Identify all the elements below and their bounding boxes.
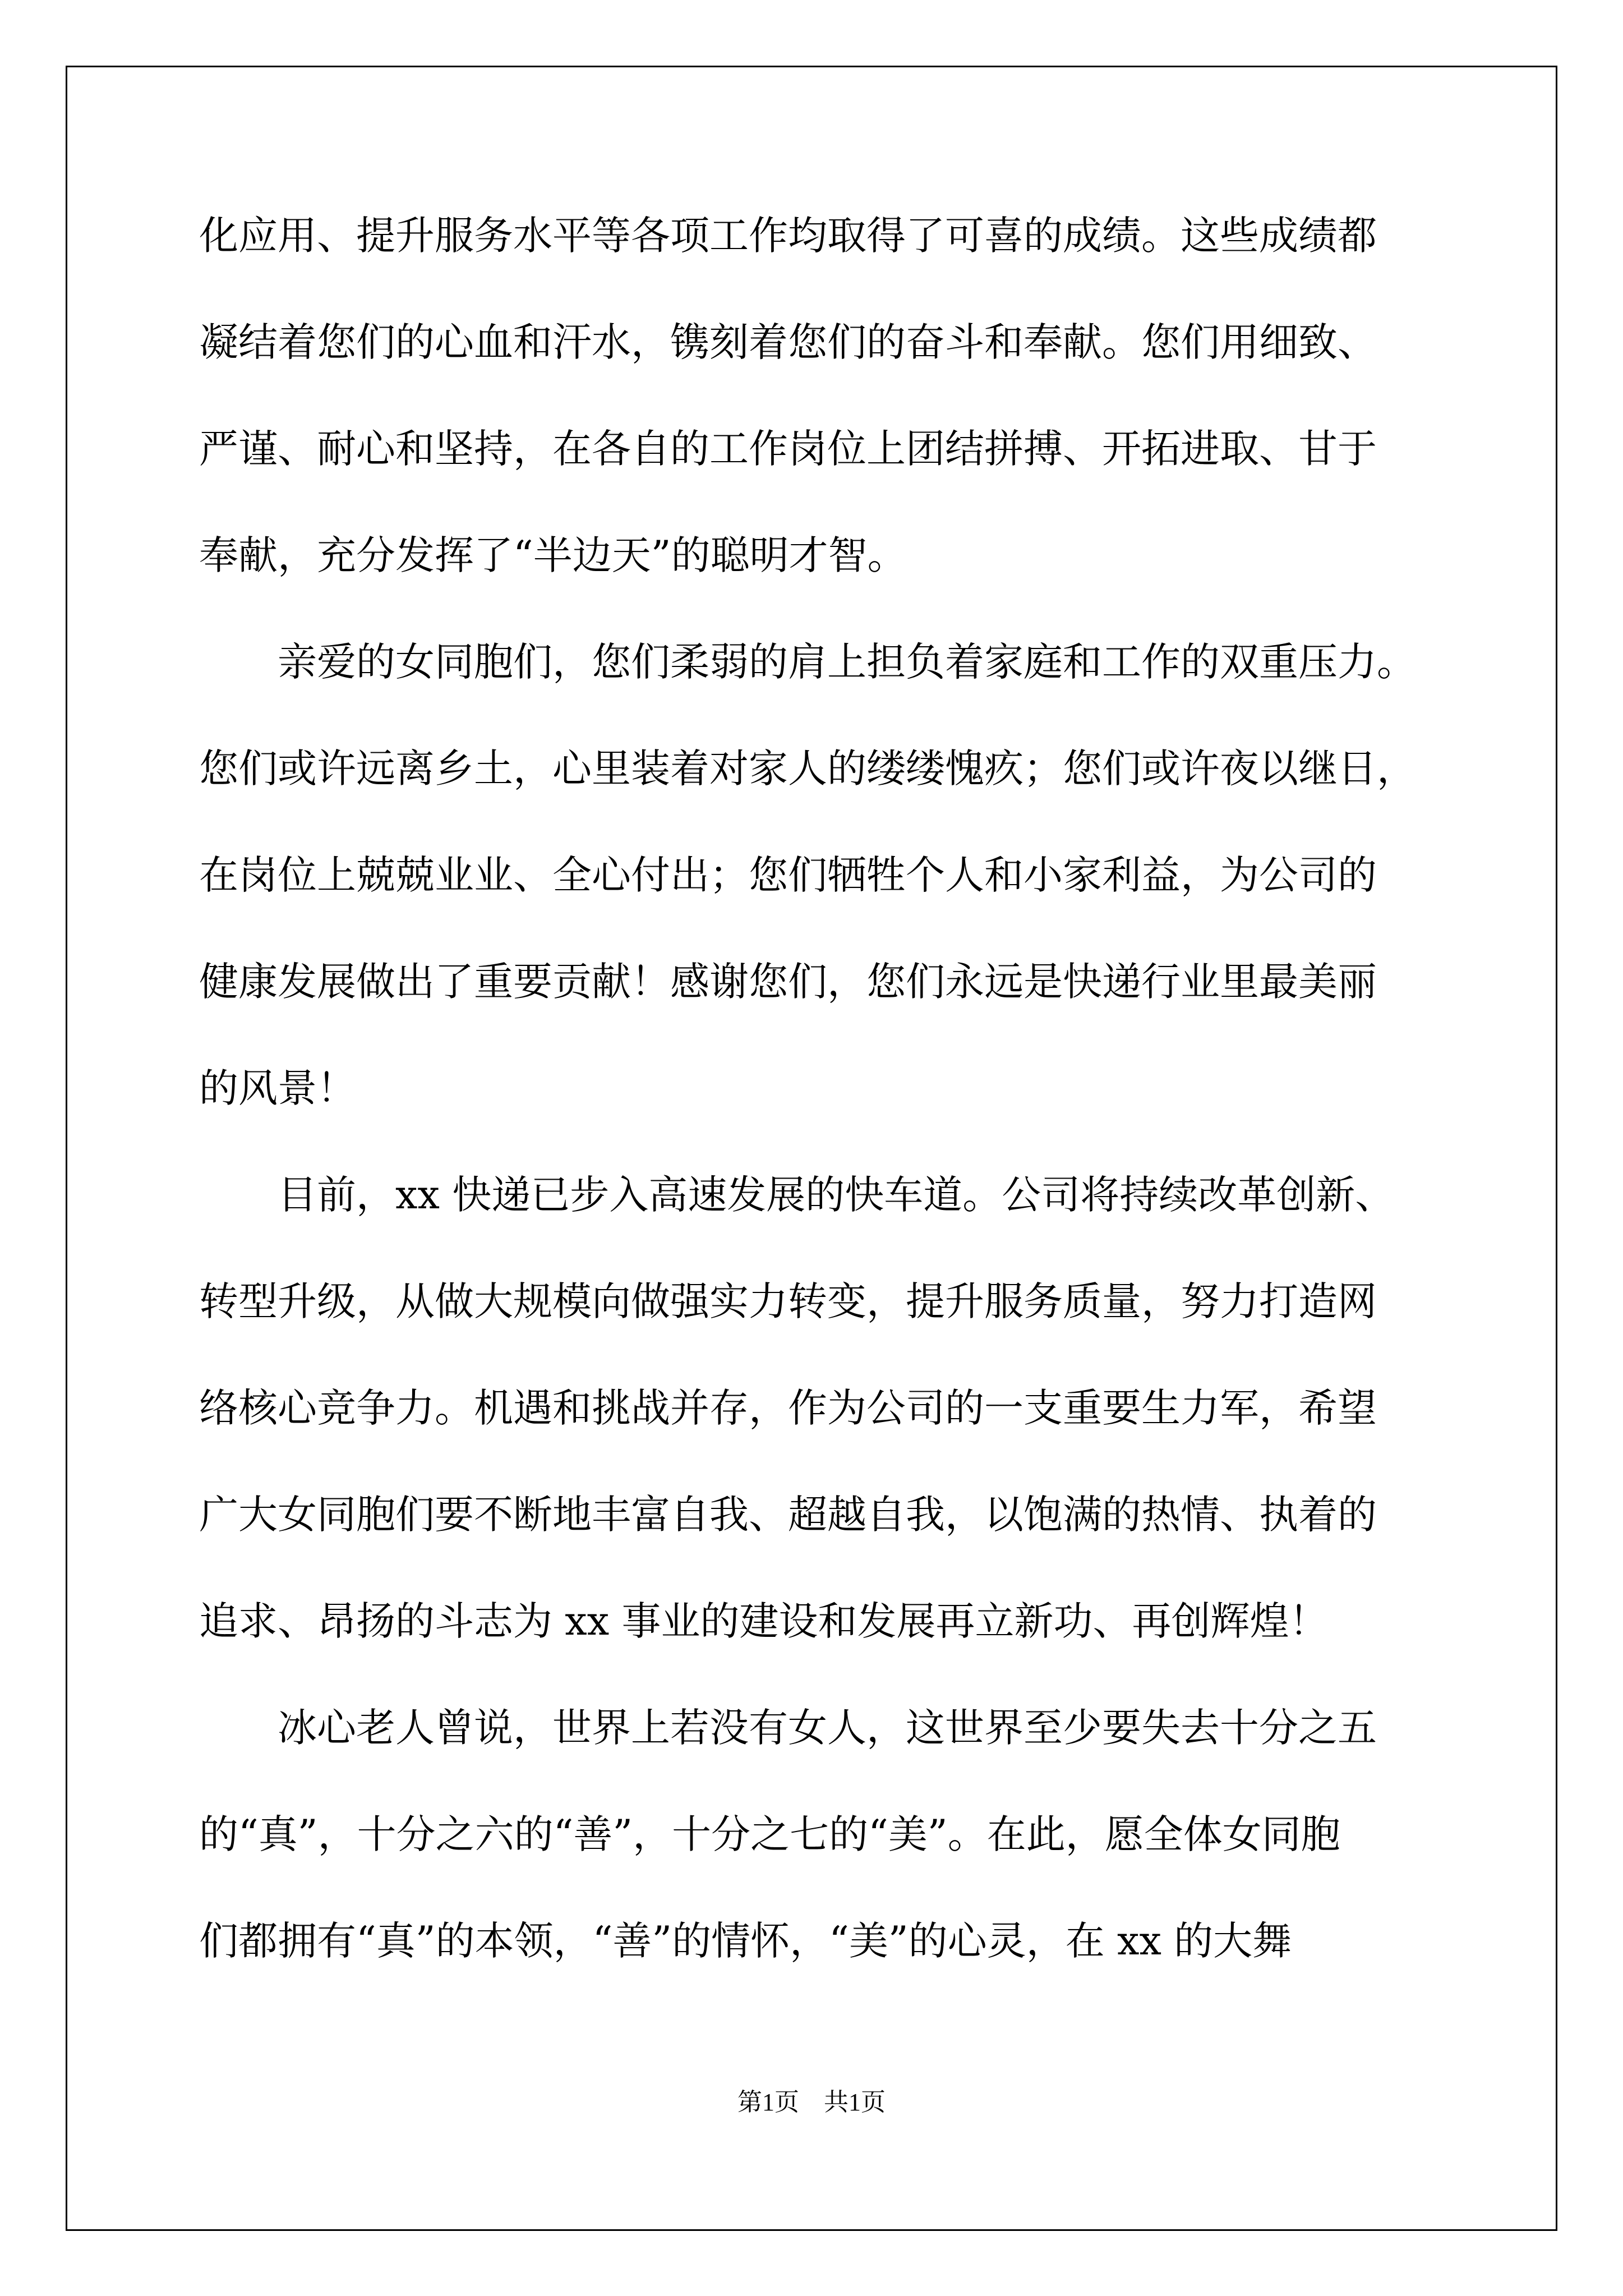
body-line-6: 您们或许远离乡土，心里装着对家人的缕缕愧疚；您们或许夜以继日， <box>199 746 1416 792</box>
page-number-footer: 第1页 共1页 <box>737 2088 886 2116</box>
body-line-11: 转型升级，从做大规模向做强实力转变，提升服务质量，努力打造网 <box>199 1278 1377 1324</box>
body-line-15: 冰心老人曾说，世界上若没有女人，这世界至少要失去十分之五 <box>278 1705 1377 1751</box>
body-line-9: 的风景！ <box>199 1065 356 1111</box>
body-line-2: 凝结着您们的心血和汗水，镌刻着您们的奋斗和奉献。您们用细致、 <box>199 319 1377 365</box>
body-line-4: 奉献，充分发挥了“半边天”的聪明才智。 <box>199 532 907 578</box>
body-line-13: 广大女同胞们要不断地丰富自我、超越自我，以饱满的热情、执着的 <box>199 1492 1377 1538</box>
document-body <box>199 208 1472 2019</box>
body-line-10: 目前，xx 快递已步入高速发展的快车道。公司将持续改革创新、 <box>278 1172 1395 1218</box>
body-line-16: 的“真”，十分之六的“善”，十分之七的“美”。在此，愿全体女同胞 <box>199 1811 1340 1857</box>
body-line-7: 在岗位上兢兢业业、全心付出；您们牺牲个人和小家利益，为公司的 <box>199 852 1377 898</box>
body-line-8: 健康发展做出了重要贡献！感谢您们，您们永远是快递行业里最美丽 <box>199 959 1377 1005</box>
body-line-17: 们都拥有“真”的本领，“善”的情怀，“美”的心灵，在 xx 的大舞 <box>199 1918 1292 1964</box>
body-line-5: 亲爱的女同胞们，您们柔弱的肩上担负着家庭和工作的双重压力。 <box>278 639 1416 685</box>
body-line-1: 化应用、提升服务水平等各项工作均取得了可喜的成绩。这些成绩都 <box>199 213 1377 259</box>
body-line-12: 络核心竞争力。机遇和挑战并存，作为公司的一支重要生力军，希望 <box>199 1385 1377 1431</box>
body-line-14: 追求、昂扬的斗志为 xx 事业的建设和发展再立新功、再创辉煌！ <box>199 1598 1329 1644</box>
body-line-3: 严谨、耐心和坚持，在各自的工作岗位上团结拼搏、开拓进取、甘于 <box>199 426 1377 472</box>
